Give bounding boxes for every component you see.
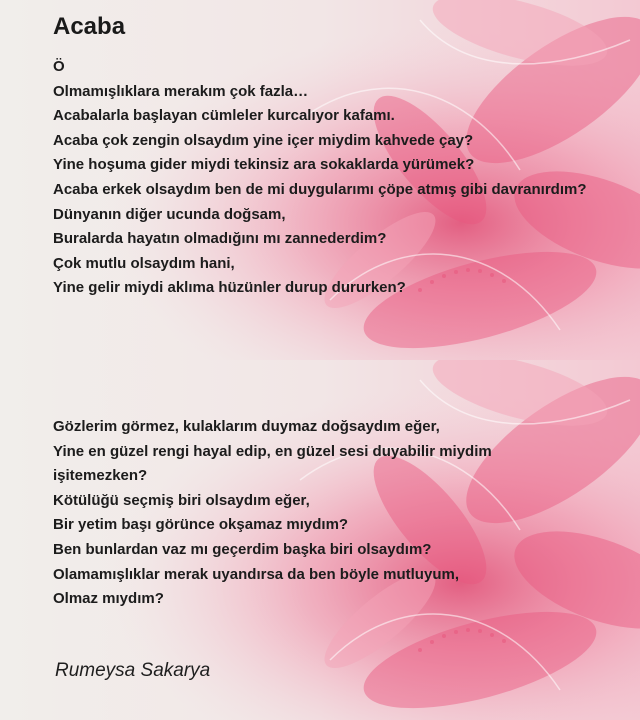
poem-line: Kötülüğü seçmiş biri olsaydım eğer,	[53, 491, 310, 509]
poem-title: Acaba	[53, 13, 126, 40]
poem-line: Acaba çok zengin olsaydım yine içer miydim kahvede çay?	[53, 131, 474, 149]
poem-line: Yine hoşuma gider miydi tekinsiz ara sokaklarda yürümek?	[53, 156, 475, 174]
poem-line: işitemezken?	[53, 467, 148, 485]
poem-line: Buralarda hayatın olmadığını mı zannederdim?	[53, 230, 387, 248]
poem-line: Çok mutlu olsaydım hani,	[53, 254, 235, 272]
poem-line: Dünyanın diğer ucunda doğsam,	[53, 205, 286, 223]
poem-line: Yine gelir miydi aklıma hüzünler durup dururken?	[53, 279, 406, 297]
poem-line: Acaba erkek olsaydım ben de mi duygularımı çöpe atmış gibi davranırdım?	[53, 180, 587, 198]
stanza-1	[53, 55, 587, 301]
poem-author: Rumeysa Sakarya	[55, 660, 211, 681]
poem-line: Yine en güzel rengi hayal edip, en güzel sesi duyabilir miydim	[53, 442, 492, 460]
stanza-2	[53, 415, 492, 612]
poem-line: Olamamışlıklar merak uyandırsa da ben böyle mutluyum,	[53, 565, 459, 583]
poem-line: Olmamışlıklara merakım çok fazla…	[53, 82, 309, 100]
poem-line: Bir yetim başı görünce okşamaz mıydım?	[53, 516, 349, 534]
poem-line: Gözlerim görmez, kulaklarım duymaz doğsaydım eğer,	[53, 418, 440, 435]
poem-line: Olmaz mıydım?	[53, 590, 164, 608]
poem-line: Ben bunlardan vaz mı geçerdim başka biri olsaydım?	[53, 540, 432, 558]
poem-line: Acabalarla başlayan cümleler kurcalıyor kafamı.	[53, 107, 395, 125]
poem-line: Ö	[53, 58, 65, 75]
